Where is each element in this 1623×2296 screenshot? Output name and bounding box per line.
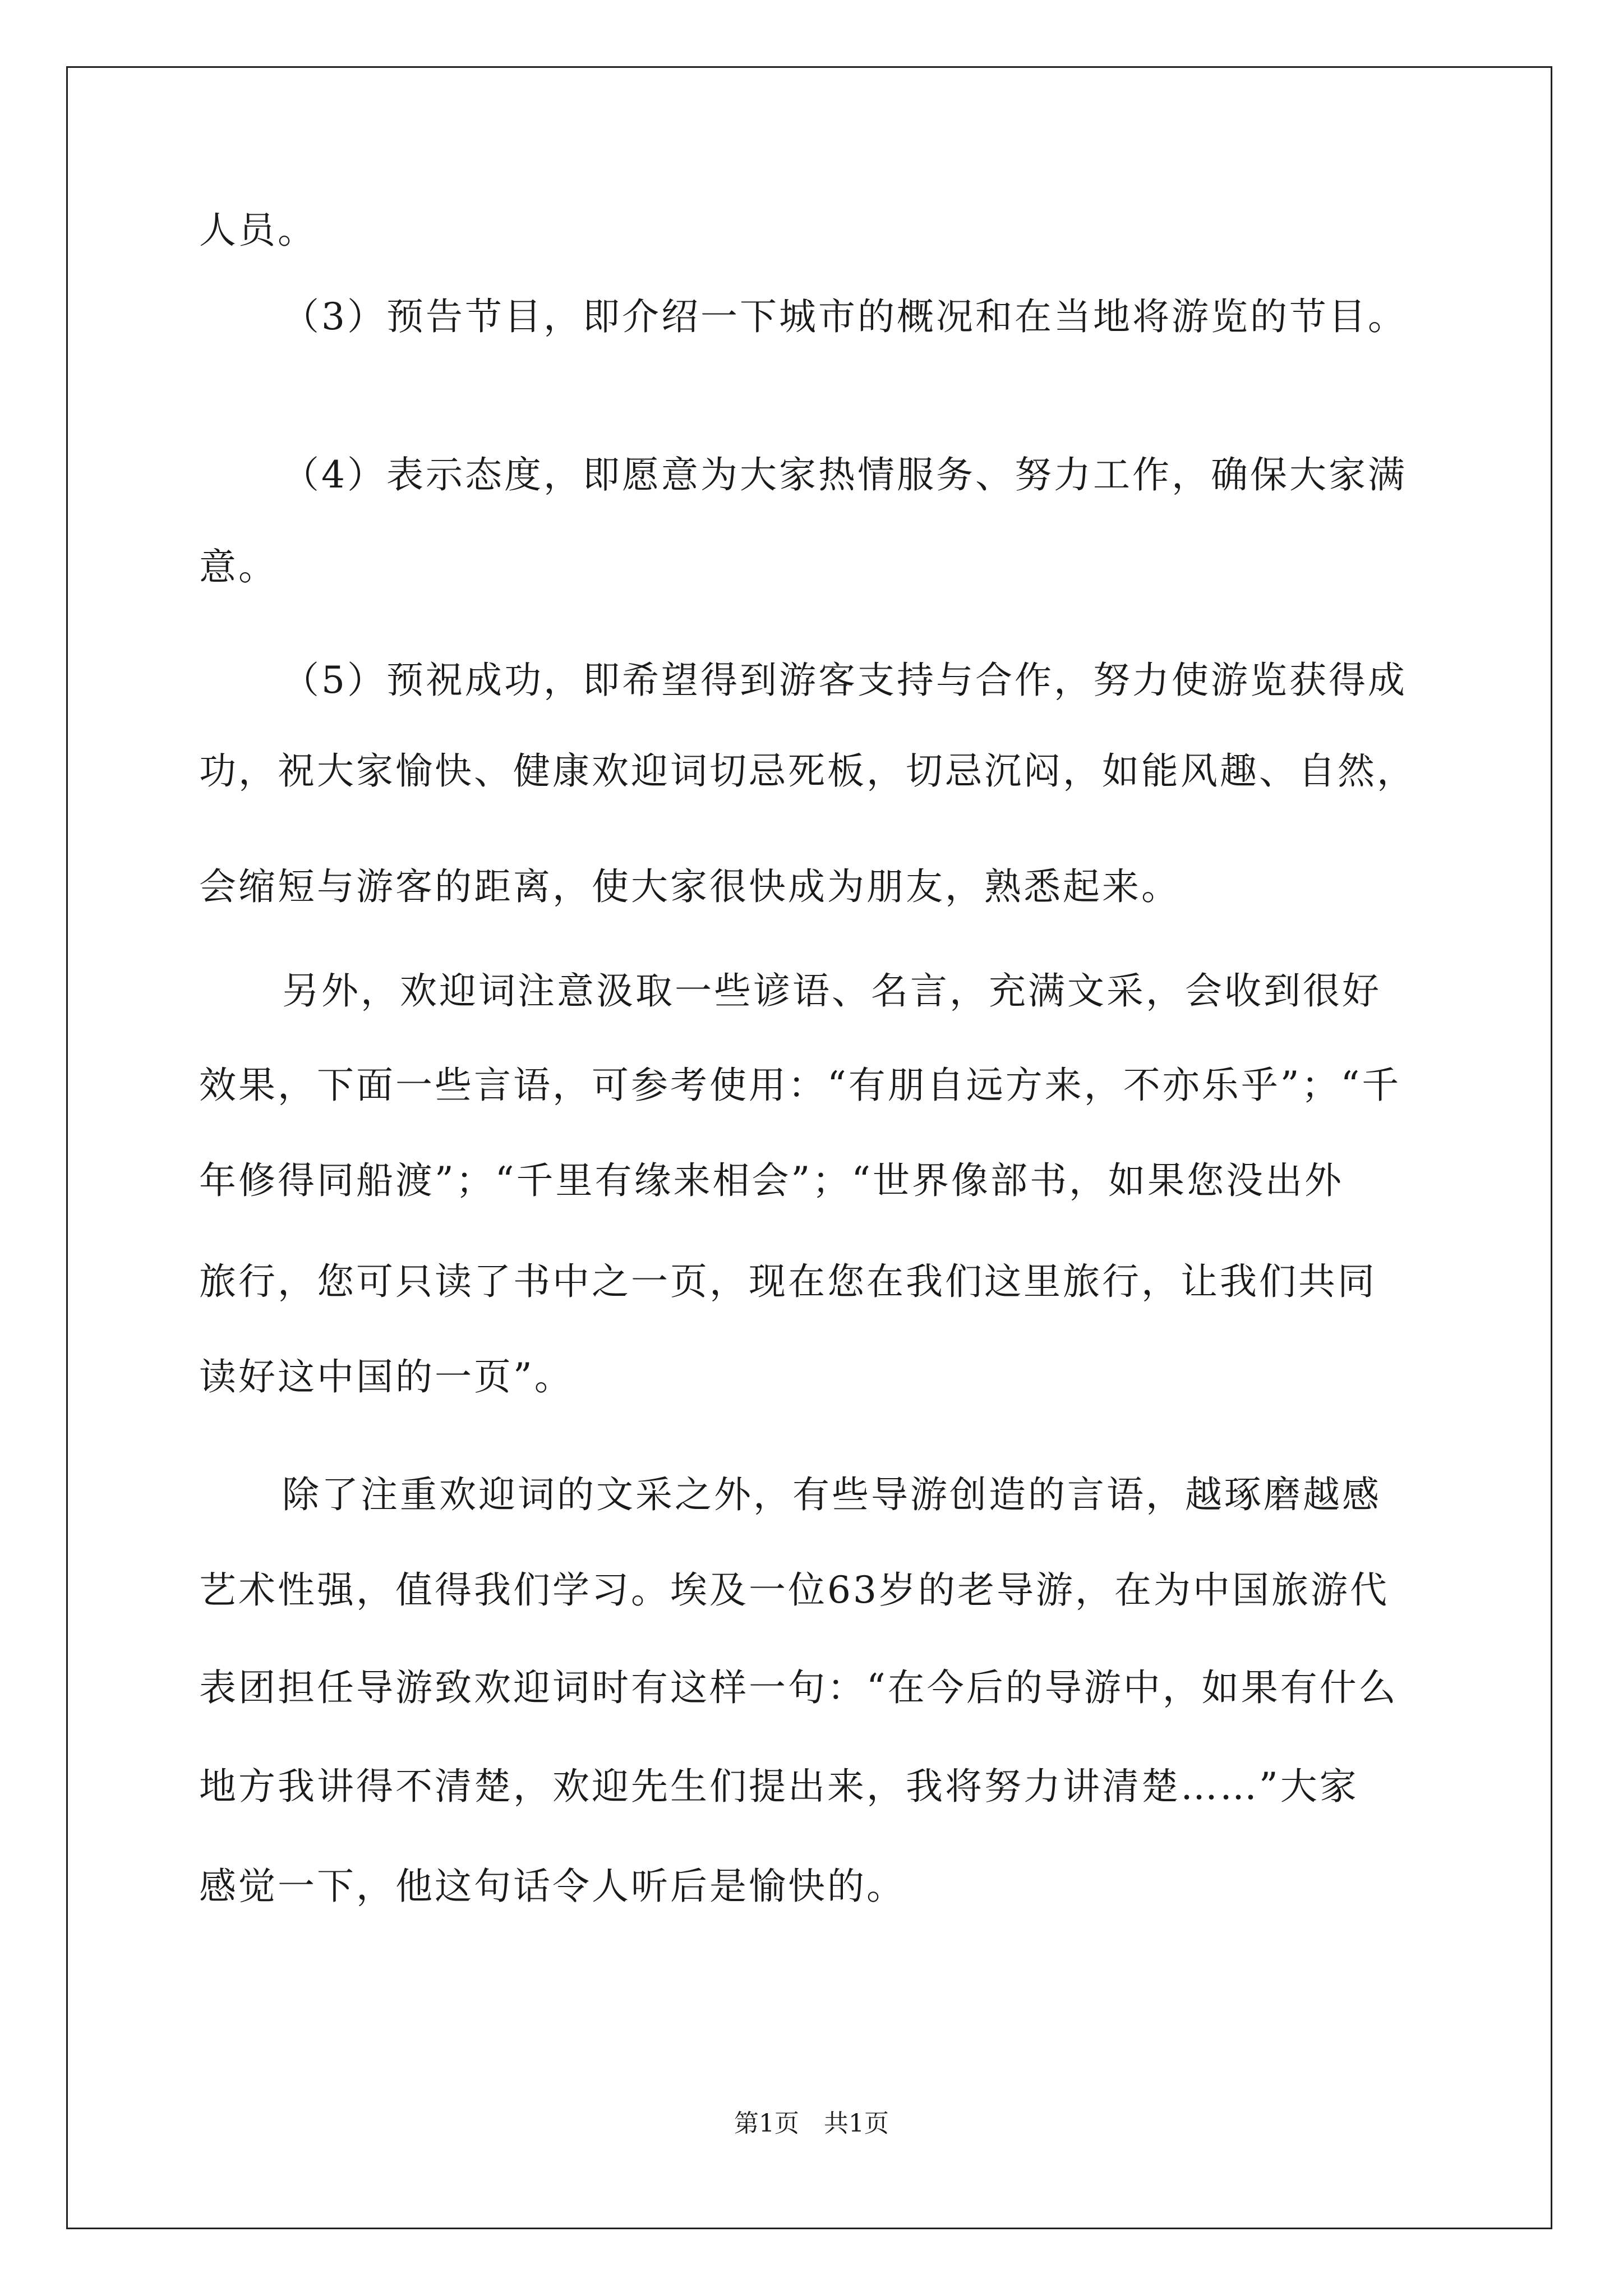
text-line: 功，祝大家愉快、健康欢迎词切忌死板，切忌沉闷，如能风趣、自然， — [199, 749, 1416, 793]
text-line: 人员。 — [199, 209, 317, 252]
text-line: 旅行，您可只读了书中之一页，现在您在我们这里旅行，让我们共同 — [199, 1260, 1377, 1303]
text-line: 另外，欢迎词注意汲取一些谚语、名言，充满文采，会收到很好 — [282, 969, 1381, 1013]
text-line: 艺术性强，值得我们学习。埃及一位63岁的老导游，在为中国旅游代 — [199, 1568, 1389, 1612]
text-line: 年修得同船渡”；“千里有缘来相会”；“世界像部书，如果您没出外 — [199, 1159, 1344, 1202]
text-line: 会缩短与游客的距离，使大家很快成为朋友，熟悉起来。 — [199, 865, 1181, 908]
text-line: 表团担任导游致欢迎词时有这样一句：“在今后的导游中，如果有什么 — [199, 1666, 1398, 1709]
text-line: 地方我讲得不清楚，欢迎先生们提出来，我将努力讲清楚……”大家 — [199, 1765, 1359, 1808]
text-line: （5）预祝成功，即希望得到游客支持与合作，努力使游览获得成 — [282, 659, 1407, 702]
text-line: （3）预告节目，即介绍一下城市的概况和在当地将游览的节目。 — [282, 295, 1407, 338]
text-line: 读好这中国的一页”。 — [199, 1355, 574, 1398]
text-line: 效果，下面一些言语，可参考使用：“有朋自远方来，不亦乐乎”；“千 — [199, 1064, 1401, 1107]
text-line: 意。 — [199, 545, 278, 588]
text-line: （4）表示态度，即愿意为大家热情服务、努力工作，确保大家满 — [282, 453, 1407, 496]
page-number-footer: 第1页 共1页 — [734, 2109, 889, 2138]
text-line: 感觉一下，他这句话令人听后是愉快的。 — [199, 1865, 906, 1908]
text-line: 除了注重欢迎词的文采之外，有些导游创造的言语，越琢磨越感 — [282, 1473, 1381, 1516]
